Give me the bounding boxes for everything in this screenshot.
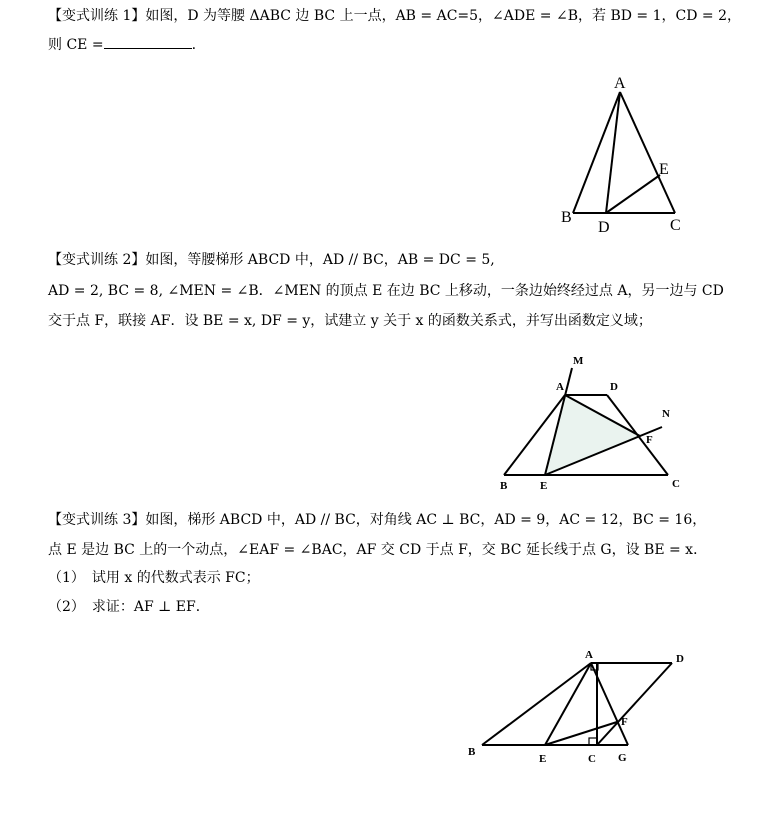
segment-dc — [607, 395, 668, 475]
problem-3-conditions: 点 E 是边 BC 上的一个动点，∠EAF = ∠BAC，AF 交 CD 于点 F，交 BC 延长线于点 G，设 BE = x． — [48, 542, 708, 558]
problem-1-question-suffix: . — [191, 37, 197, 53]
label-e: E — [540, 480, 548, 492]
right-angle-mark-c — [589, 738, 597, 745]
segment-ad — [606, 92, 620, 213]
label-a: A — [556, 381, 564, 393]
segment-ab — [504, 395, 565, 475]
segment-af — [565, 395, 640, 436]
problem-1-question-prefix: 则 CE = — [48, 37, 104, 53]
label-c: C — [670, 217, 681, 234]
label-b: B — [561, 209, 572, 226]
problem-3-part-1: （1） 试用 x 的代数式表示 FC； — [48, 570, 260, 586]
segment-ef — [545, 722, 617, 745]
segment-ag — [591, 663, 628, 745]
label-m: M — [573, 355, 584, 367]
segment-ae — [545, 663, 591, 745]
segment-dc — [597, 663, 672, 745]
problem-2-conditions: AD = 2, BC = 8, ∠MEN = ∠B．∠MEN 的顶点 E 在边 BC 上移动，一条边始终经过点 A，另一边与 CD — [48, 283, 724, 299]
label-d: D — [610, 381, 618, 393]
problem-2-task: 交于点 F，联接 AF．设 BE = x, DF = y，试建立 y 关于 x 的函数关系式，并写出函数定义域； — [48, 313, 652, 329]
ray-em — [545, 368, 572, 475]
label-b: B — [468, 746, 476, 758]
label-e: E — [659, 161, 669, 178]
label-g: G — [618, 752, 627, 764]
segment-de — [606, 175, 660, 213]
segment-ab — [573, 92, 620, 213]
problem-3-part-2: （2） 求证：AF ⊥ EF． — [48, 599, 210, 615]
label-d: D — [598, 219, 610, 236]
segment-ba — [482, 663, 591, 745]
label-n: N — [662, 408, 670, 420]
shaded-triangle-aef — [545, 395, 640, 475]
problem-1-statement: 【变式训练 1】如图，D 为等腰 ΔABC 边 BC 上一点，AB = AC=5，∠ADE = ∠B，若 BD = 1，CD = 2， — [48, 8, 741, 24]
problem-1-question — [48, 35, 196, 55]
label-a: A — [614, 75, 626, 92]
label-f: F — [621, 716, 628, 728]
problem-3-statement: 【变式训练 3】如图，梯形 ABCD 中，AD // BC，对角线 AC ⊥ BC，AD = 9，AC = 12，BC = 16， — [48, 512, 707, 528]
label-e: E — [539, 753, 547, 765]
label-d: D — [676, 653, 684, 665]
label-c: C — [588, 753, 596, 765]
answer-blank — [104, 36, 192, 49]
label-b: B — [500, 480, 508, 492]
segment-ac — [620, 92, 675, 213]
label-f: F — [646, 434, 653, 446]
ray-en — [545, 427, 662, 475]
label-a: A — [585, 649, 593, 661]
right-angle-mark-a — [591, 663, 598, 670]
problem-2-statement: 【变式训练 2】如图，等腰梯形 ABCD 中，AD // BC，AB = DC = 5, — [48, 252, 495, 268]
label-c: C — [672, 478, 680, 490]
